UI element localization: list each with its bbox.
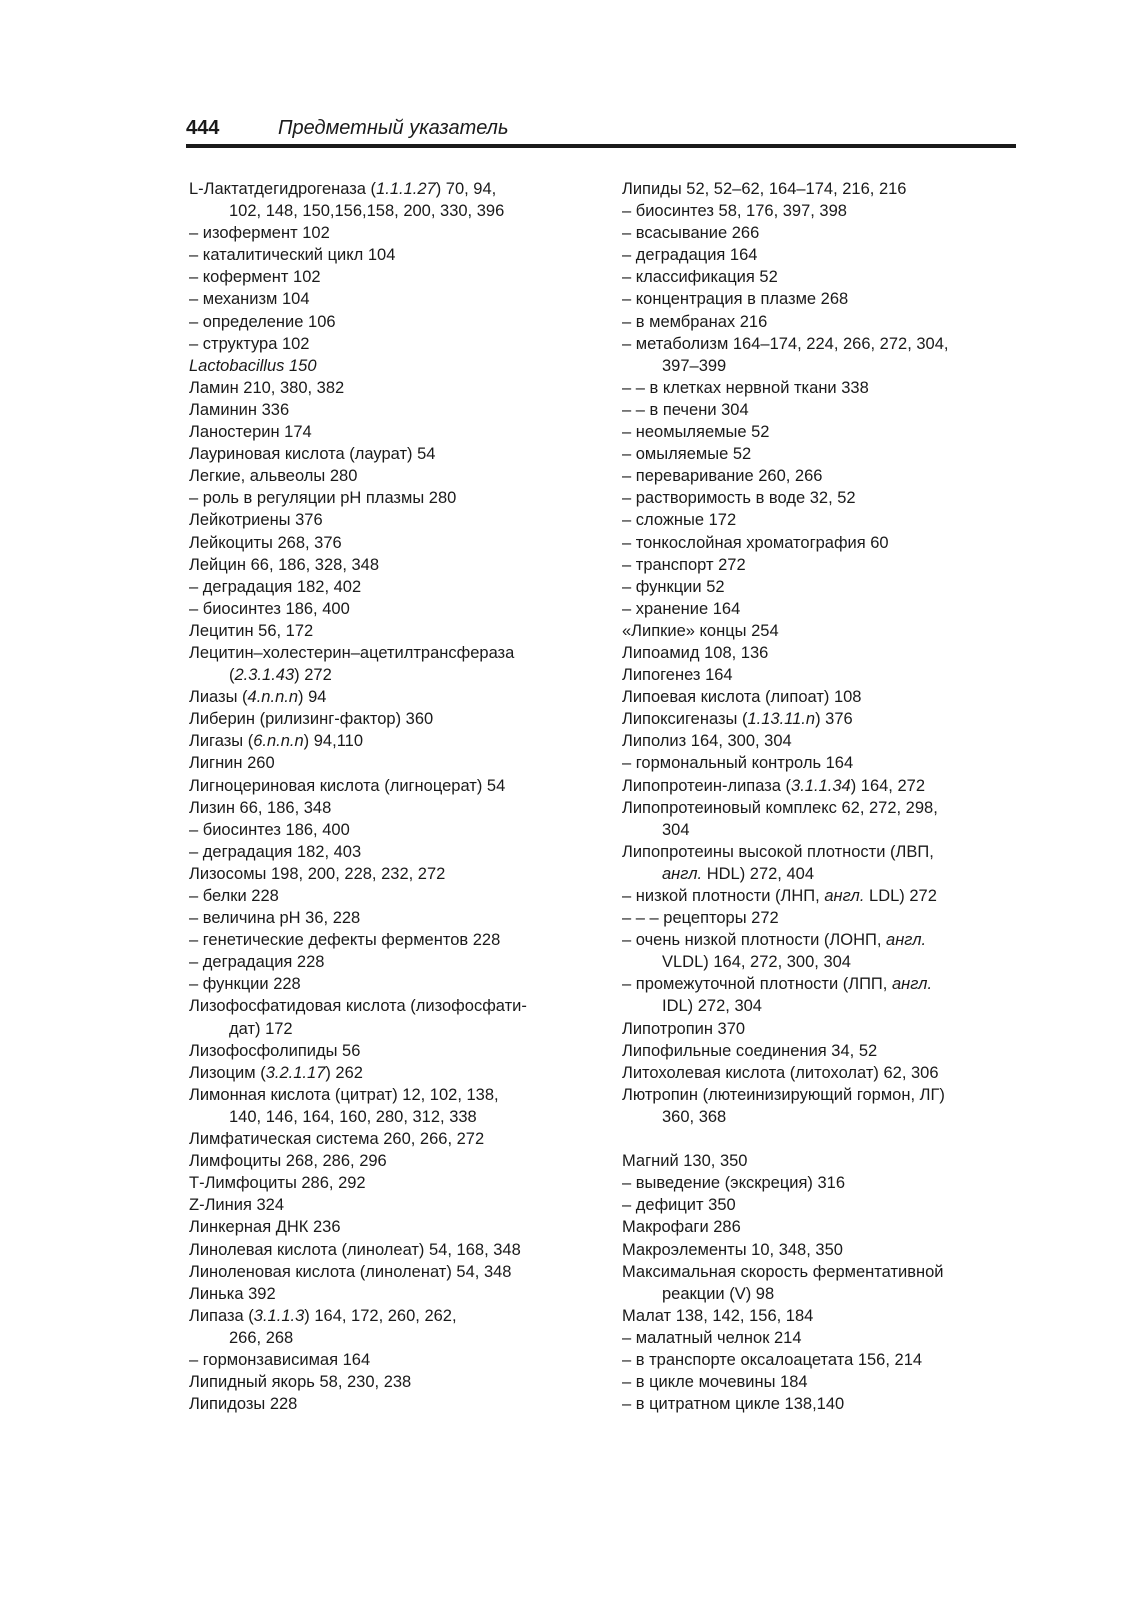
index-entry [622,642,1017,664]
entry-text: Ламинин 336 [189,400,290,419]
index-entry [622,288,1017,310]
index-entry [622,620,1017,642]
index-entry [622,1349,1017,1371]
index-entry [189,620,584,642]
entry-text: – транспорт 272 [622,555,746,574]
index-entry [189,1084,584,1106]
header-rule [186,144,1016,148]
entry-text: ) 94 [298,688,327,707]
entry-text: – определение 106 [189,312,336,331]
index-entry [189,1349,584,1371]
index-entry [622,598,1017,620]
page-title: Предметный указатель [278,117,509,139]
index-entry [622,1062,1017,1084]
index-entry [189,1305,584,1327]
italic-text: англ. [886,931,927,950]
italic-text: Lactobacillus 150 [189,356,317,375]
entry-text: – растворимость в воде 32, 52 [622,489,856,508]
index-entry [189,244,584,266]
entry-text: – биосинтез 186, 400 [189,599,350,618]
entry-text: ) 70, 94, [435,180,497,198]
index-entry [189,841,584,863]
entry-text: 102, 148, 150,156,158, 200, 330, 396 [229,202,505,221]
index-entry [189,1239,584,1261]
page-header [186,113,1016,153]
entry-text: – биосинтез 58, 176, 397, 398 [622,202,847,221]
index-entry [622,1150,1017,1172]
index-entry-continuation [622,355,1017,377]
entry-text: – переваривание 260, 266 [622,467,823,486]
entry-text: ( [229,666,235,685]
entry-text: Липогенез 164 [622,666,733,685]
index-entry [189,598,584,620]
index-entry [189,311,584,333]
entry-text: Ланостерин 174 [189,423,312,442]
entry-text: – низкой плотности (ЛНП, [622,887,825,905]
entry-text: – – – рецепторы 272 [622,909,779,928]
index-entry [189,642,584,664]
index-entry [622,532,1017,554]
entry-text: Лиазы ( [189,688,248,707]
entry-text: – сложные 172 [622,511,737,530]
entry-text: ) 272 [294,666,332,685]
entry-text: Липаза ( [189,1306,254,1325]
entry-text: Липопротеины высокой плотности (ЛВП, [622,842,934,861]
entry-text: – деградация 182, 402 [189,577,362,596]
entry-text: – кофермент 102 [189,268,321,287]
index-entry [622,973,1017,995]
italic-text: 3.2.1.17 [265,1063,326,1082]
italic-text: англ. [662,864,703,883]
index-entry [189,686,584,708]
index-entry-continuation [189,664,584,686]
entry-text: Либерин (рилизинг-фактор) 360 [189,710,434,729]
index-entry [189,797,584,819]
entry-text: – тонкослойная хроматография 60 [622,533,889,552]
entry-text: Липофильные соединения 34, 52 [622,1041,878,1060]
entry-text: Лауриновая кислота (лаурат) 54 [189,445,436,464]
entry-text: Z-Линия 324 [189,1196,284,1215]
entry-text: Максимальная скорость ферментативной [622,1262,944,1281]
index-entry [189,752,584,774]
entry-text: Липопротеин-липаза ( [622,776,792,795]
entry-text: Липиды 52, 52–62, 164–174, 216, 216 [622,180,907,198]
entry-text: – каталитический цикл 104 [189,246,396,265]
entry-text: – функции 228 [189,975,301,994]
entry-text: Лейкотриены 376 [189,511,323,530]
entry-text: реакции (V) 98 [662,1284,775,1303]
index-entry [622,664,1017,686]
entry-text: – деградация 164 [622,246,758,265]
index-entry [189,775,584,797]
entry-text: Липотропин 370 [622,1019,746,1038]
entry-text: – малатный челнок 214 [622,1328,802,1347]
entry-text: – всасывание 266 [622,224,760,243]
entry-text: 304 [662,820,690,839]
index-entry [622,1327,1017,1349]
entry-text: – – в печени 304 [622,400,749,419]
entry-text: Липолиз 164, 300, 304 [622,732,792,751]
index-column-left [189,178,584,1415]
italic-text: 1.1.1.27 [376,180,436,198]
entry-text: – в транспорте оксалоацетата 156, 214 [622,1350,923,1369]
entry-text: – генетические дефекты ферментов 228 [189,931,501,950]
entry-text: – структура 102 [189,334,310,353]
entry-text: – хранение 164 [622,599,741,618]
index-entry [622,1305,1017,1327]
index-entry [622,730,1017,752]
entry-text: Линька 392 [189,1284,276,1303]
index-entry [189,1172,584,1194]
entry-text: Лецитин 56, 172 [189,621,314,640]
index-entry [622,509,1017,531]
index-entry [622,554,1017,576]
index-entry-continuation [189,200,584,222]
index-entry [189,995,584,1017]
index-entry [622,708,1017,730]
index-entry [189,1371,584,1393]
entry-text: Липоевая кислота (липоат) 108 [622,688,862,707]
entry-text: Лизофосфолипиды 56 [189,1041,361,1060]
index-entry [189,532,584,554]
index-entry [189,929,584,951]
entry-text: ) 164, 172, 260, 262, [304,1306,457,1325]
index-entry [189,1150,584,1172]
entry-text: Лизин 66, 186, 348 [189,798,332,817]
index-entry-continuation [622,1106,1017,1128]
entry-text: – функции 52 [622,577,725,596]
index-entry [622,421,1017,443]
index-entry [622,929,1017,951]
entry-text: 360, 368 [662,1107,727,1126]
index-column-right [622,178,1017,1415]
entry-text: LDL) 272 [864,887,937,905]
index-entry [622,1194,1017,1216]
index-entry [189,708,584,730]
entry-text: Липоамид 108, 136 [622,643,769,662]
index-entry [189,399,584,421]
index-entry [622,1216,1017,1238]
entry-text: Лимфоциты 268, 286, 296 [189,1152,387,1171]
index-entry [189,885,584,907]
index-entry [622,178,1017,200]
index-entry [189,1194,584,1216]
index-entry [189,576,584,598]
entry-text: – белки 228 [189,887,279,905]
entry-text: Литохолевая кислота (литохолат) 62, 306 [622,1063,939,1082]
entry-text: Липопротеиновый комплекс 62, 272, 298, [622,798,938,817]
index-entry [622,222,1017,244]
entry-text: Лизоцим ( [189,1063,266,1082]
entry-text: ) 94,110 [303,732,363,751]
entry-text: Т-Лимфоциты 286, 292 [189,1174,366,1193]
entry-text: Макрофаги 286 [622,1218,741,1237]
entry-text: Линолевая кислота (линолеат) 54, 168, 348 [189,1240,521,1259]
entry-text: «Липкие» концы 254 [622,621,779,640]
entry-text: – концентрация в плазме 268 [622,290,849,309]
index-entry [189,1216,584,1238]
italic-text: 3.1.1.34 [791,776,851,795]
index-entry [189,443,584,465]
index-entry [189,819,584,841]
entry-text: – выведение (экскреция) 316 [622,1174,846,1193]
index-entry [622,841,1017,863]
index-entry [189,178,584,200]
index-entry [622,1261,1017,1283]
entry-text: Лимфатическая система 260, 266, 272 [189,1130,485,1149]
entry-text: Легкие, альвеолы 280 [189,467,358,486]
index-entry [622,1393,1017,1415]
index-entry [189,421,584,443]
index-entry [622,377,1017,399]
index-entry [189,863,584,885]
index-entry-continuation [622,951,1017,973]
italic-text: 3.1.1.3 [253,1306,305,1325]
entry-text: ) 376 [815,710,853,729]
index-entry [189,509,584,531]
index-entry [622,797,1017,819]
index-entry [189,465,584,487]
index-entry [622,1084,1017,1106]
index-entry [622,1371,1017,1393]
index-entry [622,576,1017,598]
entry-text: – в цитратном цикле 138,140 [622,1395,845,1414]
index-entry [622,752,1017,774]
index-entry [189,487,584,509]
index-entry-continuation [622,995,1017,1017]
entry-text: ) 164, 272 [850,776,925,795]
index-entry [189,1128,584,1150]
entry-text: – деградация 182, 403 [189,842,362,861]
entry-text: – классификация 52 [622,268,778,287]
entry-text: – изофермент 102 [189,224,330,243]
entry-text: – омыляемые 52 [622,445,752,464]
entry-text: – – в клетках нервной ткани 338 [622,378,869,397]
index-entry [189,907,584,929]
entry-text: Липидный якорь 58, 230, 238 [189,1373,412,1392]
italic-text: 1.13.11.n [747,710,816,729]
index-entry-continuation [189,1327,584,1349]
index-entry [622,465,1017,487]
page-number: 444 [186,117,220,139]
index-entry [189,1283,584,1305]
entry-text: – промежуточной плотности (ЛПП, [622,975,892,994]
index-entry [189,1393,584,1415]
entry-text: Липоксигеназы ( [622,710,748,729]
italic-text: 2.3.1.43 [234,666,295,685]
entry-text: HDL) 272, 404 [702,864,815,883]
entry-text: Лейцин 66, 186, 328, 348 [189,555,380,574]
entry-text: Липидозы 228 [189,1395,298,1414]
entry-text: Макроэлементы 10, 348, 350 [622,1240,843,1259]
index-entry [189,333,584,355]
index-entry [622,311,1017,333]
index-entry [622,686,1017,708]
index-entry-continuation [189,1106,584,1128]
italic-text: 4.n.n.n [247,688,299,707]
section-gap [622,1128,1017,1150]
index-entry [622,1018,1017,1040]
italic-text: 6.n.n.n [253,732,304,751]
entry-text: – биосинтез 186, 400 [189,820,350,839]
index-entry [189,1261,584,1283]
index-entry [189,730,584,752]
entry-text: Лигноцериновая кислота (лигноцерат) 54 [189,776,506,795]
index-entry [189,222,584,244]
index-entry [622,885,1017,907]
index-entry [189,951,584,973]
index-entry [189,355,584,377]
italic-text: англ. [891,975,933,994]
index-entry-continuation [622,1283,1017,1305]
entry-text: – в цикле мочевины 184 [622,1373,808,1392]
index-entry [622,200,1017,222]
index-entry-continuation [622,819,1017,841]
entry-text: – деградация 228 [189,953,325,972]
entry-text: Лецитин–холестерин–ацетилтрансфераза [189,643,515,662]
index-entry [622,907,1017,929]
index-entry [189,266,584,288]
entry-text: Лигнин 260 [189,754,275,773]
entry-text: Лютропин (лютеинизирующий гормон, ЛГ) [622,1085,945,1104]
entry-text: – дефицит 350 [622,1196,736,1215]
entry-text: IDL) 272, 304 [662,997,762,1016]
index-entry [622,1040,1017,1062]
index-entry [622,443,1017,465]
index-entry [622,266,1017,288]
entry-text: Ламин 210, 380, 382 [189,378,345,397]
entry-text: 397–399 [662,356,727,375]
index-entry [189,288,584,310]
entry-text: Лейкоциты 268, 376 [189,533,342,552]
entry-text: Линкерная ДНК 236 [189,1218,341,1237]
entry-text: ) 262 [325,1063,363,1082]
entry-text: Линоленовая кислота (линоленат) 54, 348 [189,1262,512,1281]
index-entry [622,333,1017,355]
entry-text: – величина pH 36, 228 [189,909,361,928]
index-entry [622,775,1017,797]
index-entry [622,399,1017,421]
entry-text: – гормональный контроль 164 [622,754,854,773]
index-entry [189,554,584,576]
entry-text: – в мембранах 216 [622,312,768,331]
entry-text: Малат 138, 142, 156, 184 [622,1306,814,1325]
index-entry [189,973,584,995]
index-entry [189,377,584,399]
entry-text: Лизофосфатидовая кислота (лизофосфати- [189,997,527,1016]
entry-text: дат) 172 [229,1019,293,1038]
entry-text: – механизм 104 [189,290,310,309]
entry-text: Магний 130, 350 [622,1152,748,1171]
entry-text: Лигазы ( [189,732,254,751]
entry-text: – роль в регуляции pH плазмы 280 [189,489,457,508]
index-entry [622,1239,1017,1261]
index-entry [622,1172,1017,1194]
entry-text: Лимонная кислота (цитрат) 12, 102, 138, [189,1085,499,1104]
entry-text: – гормонзависимая 164 [189,1350,371,1369]
entry-text: Лизосомы 198, 200, 228, 232, 272 [189,864,446,883]
entry-text: VLDL) 164, 272, 300, 304 [662,953,851,972]
entry-text: – неомыляемые 52 [622,423,770,442]
italic-text: англ. [824,887,865,905]
index-entry [189,1040,584,1062]
index-entry-continuation [189,1018,584,1040]
index-entry [189,1062,584,1084]
entry-text: L-Лактатдегидрогеназа ( [189,180,377,198]
entry-text: 266, 268 [229,1328,294,1347]
index-entry-continuation [622,863,1017,885]
entry-text: – метаболизм 164–174, 224, 266, 272, 304, [622,334,949,353]
entry-text: – очень низкой плотности (ЛОНП, [622,931,887,950]
index-entry [622,487,1017,509]
index-entry [622,244,1017,266]
entry-text: 140, 146, 164, 160, 280, 312, 338 [229,1107,477,1126]
